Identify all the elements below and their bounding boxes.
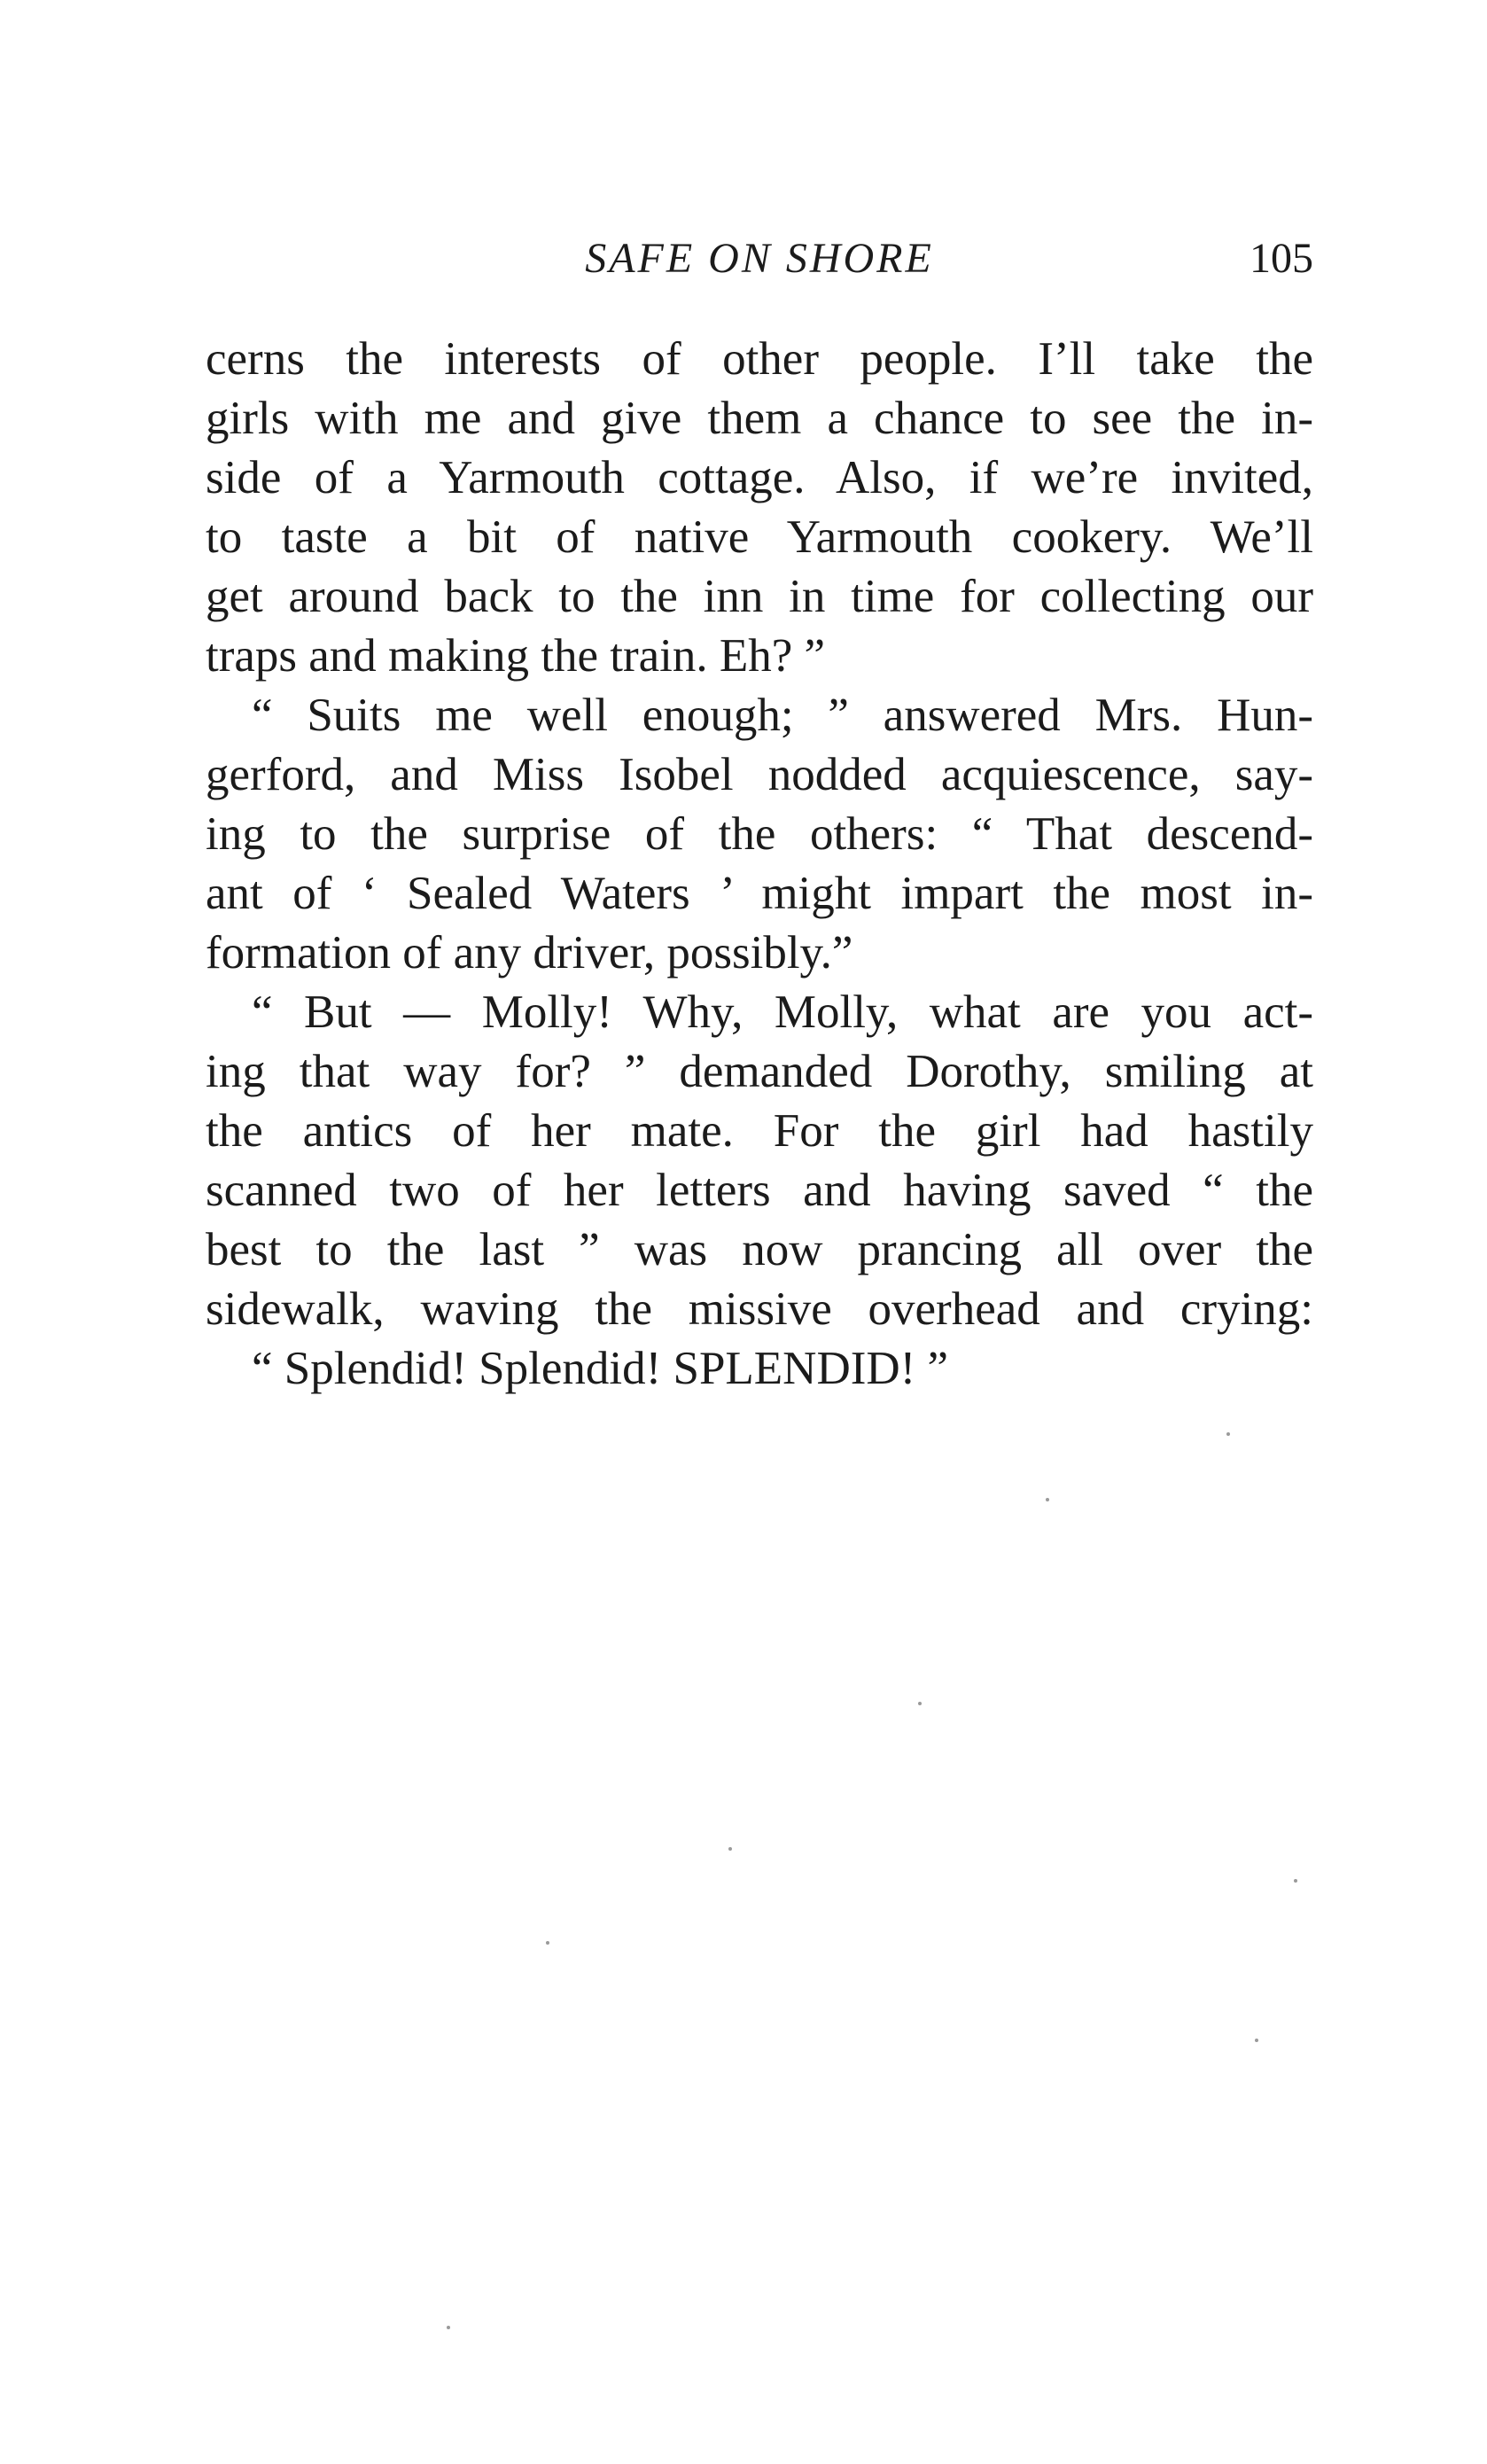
text-line: get around back to the inn in time for collecting our xyxy=(206,571,1313,622)
paper-speck xyxy=(918,1702,922,1705)
text-line: formation of any driver, possibly.” xyxy=(206,927,853,979)
text-line: “ Splendid! Splendid! SPLENDID! ” xyxy=(252,1343,949,1394)
text-line: gerford, and Miss Isobel nodded acquiescence, say- xyxy=(206,749,1313,800)
paper-speck xyxy=(1255,2039,1258,2042)
text-line: best to the last ” was now prancing all over the xyxy=(206,1224,1313,1275)
text-line: ing to the surprise of the others: “ That descend- xyxy=(206,808,1313,860)
paper-speck xyxy=(546,1941,549,1945)
text-line: the antics of her mate. For the girl had hastily xyxy=(206,1105,1313,1157)
paper-speck xyxy=(728,1847,732,1851)
text-line: “ Suits me well enough; ” answered Mrs. Hun- xyxy=(252,690,1313,741)
text-line: sidewalk, waving the missive overhead and crying: xyxy=(206,1283,1313,1335)
paper-speck xyxy=(447,2326,450,2329)
running-title: SAFE ON SHORE xyxy=(585,235,934,282)
text-line: to taste a bit of native Yarmouth cookery. We’ll xyxy=(206,511,1313,563)
text-line: scanned two of her letters and having saved “ the xyxy=(206,1165,1313,1216)
text-line: ant of ‘ Sealed Waters ’ might impart the most in- xyxy=(206,868,1313,919)
running-head xyxy=(206,232,1313,285)
text-line: ing that way for? ” demanded Dorothy, smiling at xyxy=(206,1046,1313,1097)
paper-speck xyxy=(1226,1432,1230,1436)
paper-speck xyxy=(1294,1879,1297,1883)
paper-speck xyxy=(1046,1498,1049,1501)
text-line: “ But — Molly! Why, Molly, what are you act- xyxy=(252,986,1313,1038)
text-line: side of a Yarmouth cottage. Also, if we’re invited, xyxy=(206,452,1313,503)
page-number: 105 xyxy=(1250,235,1313,282)
text-line: cerns the interests of other people. I’ll take the xyxy=(206,333,1313,385)
body-text xyxy=(206,330,1313,1399)
text-line: traps and making the train. Eh? ” xyxy=(206,630,826,682)
text-line: girls with me and give them a chance to see the in- xyxy=(206,393,1313,444)
